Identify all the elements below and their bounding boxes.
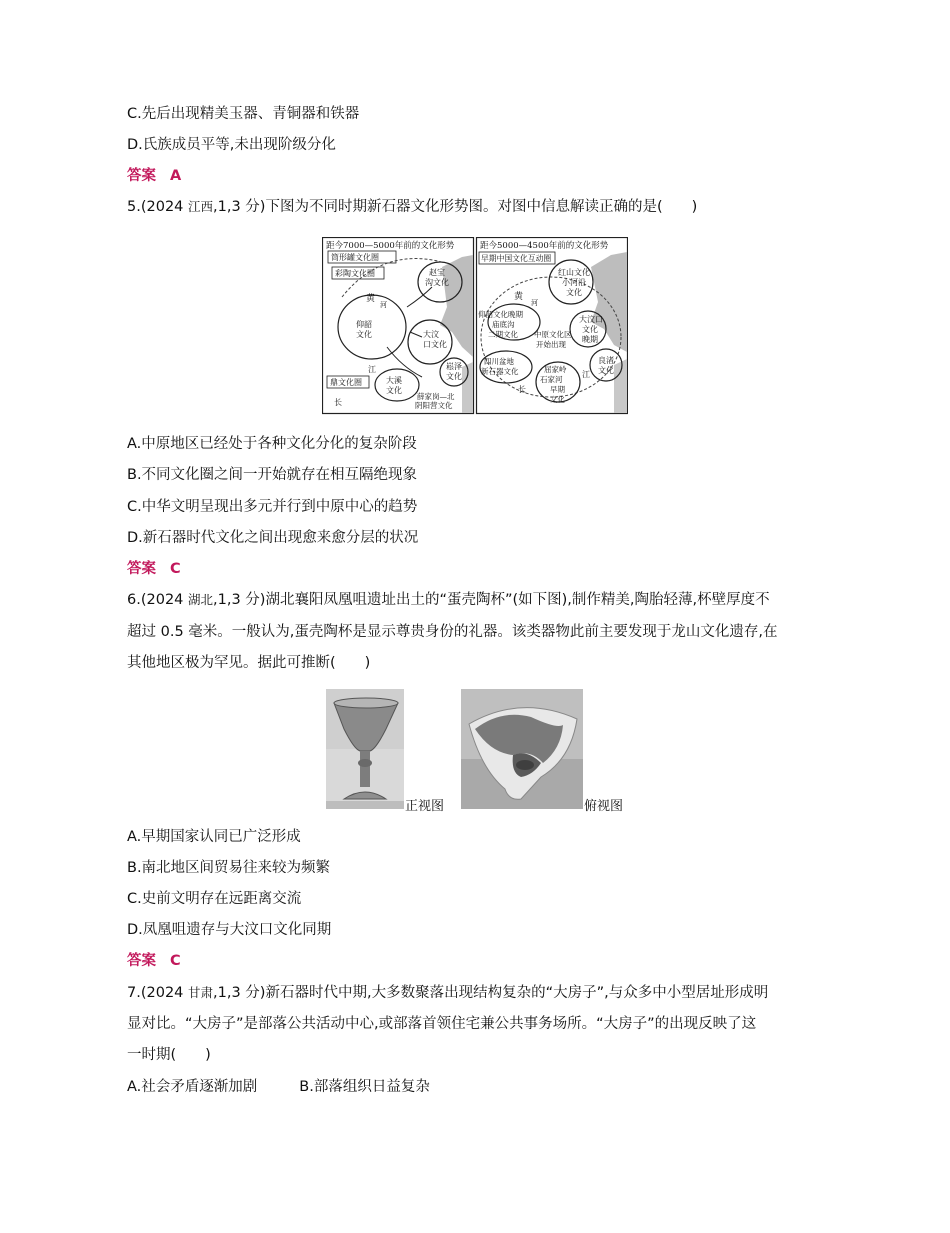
map-left-label: 薛家岗—北 xyxy=(417,392,455,401)
answer-label: 答案 xyxy=(127,561,156,577)
q7-stem-line2: 显对比。“大房子”是部落公共活动中心,或部落首领住宅兼公共事务场所。“大房子”的出现反映了这 xyxy=(127,1016,757,1032)
eggshell-cup-top-photo xyxy=(461,689,583,809)
map-left-label: 仰韶 xyxy=(356,320,372,329)
map-right-label: 文化 xyxy=(582,325,598,334)
q4-option-d: D.氏族成员平等,未出现阶级分化 xyxy=(127,137,336,153)
map-left-label: 河 xyxy=(380,301,387,309)
map-right-label: 小河沿 xyxy=(562,278,586,287)
map-right-label: 早期 xyxy=(550,385,565,394)
answer-value: C xyxy=(170,561,181,577)
q5-number: 5.(2024 xyxy=(127,199,189,215)
map-right-label: 长 xyxy=(518,385,526,394)
map-left-box1: 筒形罐文化圈 xyxy=(331,253,379,262)
map-right-label: 文化 xyxy=(550,395,565,404)
q7-source: 甘肃 xyxy=(188,985,214,1000)
map-left-label: 阴阳营文化 xyxy=(415,401,453,410)
q4-answer xyxy=(127,166,181,186)
map-left-box3: 鼎文化圈 xyxy=(330,378,362,387)
map-left-label: 大汶 xyxy=(423,330,439,339)
answer-label: 答案 xyxy=(127,953,156,969)
q6-option-c: C.史前文明存在远距离交流 xyxy=(127,891,302,907)
map-right-label: 红山文化 xyxy=(558,268,590,277)
q7-option-b: B.部落组织日益复杂 xyxy=(299,1079,430,1095)
answer-label: 答案 xyxy=(127,168,156,184)
q6-stem-text: 湖北襄阳凤凰咀遗址出土的“蛋壳陶杯”(如下图),制作精美,陶胎轻薄,杯壁厚度不 xyxy=(265,592,770,608)
map-right-label: 石家河 xyxy=(540,375,563,384)
q7-stem-text: 新石器时代中期,大多数聚落出现结构复杂的“大房子”,与众多中小型居址形成明 xyxy=(265,985,769,1001)
q7-options-row xyxy=(127,1077,430,1097)
q5-meta: ,1,3 分) xyxy=(213,199,266,215)
map-right-title: 距今5000—4500年前的文化形势 xyxy=(480,241,609,251)
map-right-label: 四川盆地 xyxy=(484,357,514,366)
map-left-label: 赵宝 xyxy=(429,268,445,277)
q5-option-c: C.中华文明呈现出多元并行到中原中心的趋势 xyxy=(127,499,418,515)
q5-stem-text: 下图为不同时期新石器文化形势图。对图中信息解读正确的是( ) xyxy=(265,199,698,215)
q5-option-a: A.中原地区已经处于各种文化分化的复杂阶段 xyxy=(127,436,417,452)
map-right-label: 仰韶文化晚期 xyxy=(478,310,523,319)
map-left-label: 长 xyxy=(334,398,342,407)
q7-option-a: A.社会矛盾逐渐加剧 xyxy=(127,1079,258,1095)
map-right-label: 河 xyxy=(531,299,538,307)
q6-number: 6.(2024 xyxy=(127,592,189,608)
map-right-label: 黄 xyxy=(514,292,524,302)
map-right-label: 二期文化 xyxy=(488,330,518,339)
q6-stem-line1 xyxy=(127,590,770,610)
map-right-label: 江 xyxy=(582,370,590,379)
cup-top-image xyxy=(461,689,583,809)
answer-value: C xyxy=(170,953,181,969)
q6-option-a: A.早期国家认同已广泛形成 xyxy=(127,829,301,845)
map-left-label: 崧泽 xyxy=(446,362,462,371)
q5-source: 江西 xyxy=(188,199,214,214)
map-right-label: 晚期 xyxy=(582,335,598,344)
map-left-title: 距今7000—5000年前的文化形势 xyxy=(326,241,455,251)
map-left-label: 口文化 xyxy=(423,340,447,349)
map-left-label: 文化 xyxy=(356,330,372,339)
map-left-panel xyxy=(323,238,474,414)
culture-map-svg xyxy=(322,237,628,415)
q5-culture-maps xyxy=(322,237,628,415)
q6-stem-line3: 其他地区极为罕见。据此可推断( ) xyxy=(127,655,371,671)
answer-value: A xyxy=(170,168,182,184)
map-right-panel xyxy=(477,238,628,414)
map-left-box2: 彩陶文化圈 xyxy=(335,269,375,278)
map-left-label: 文化 xyxy=(386,386,402,395)
q6-option-b: B.南北地区间贸易往来较为频繁 xyxy=(127,860,331,876)
map-right-label: 中原文化区 xyxy=(534,330,572,339)
map-left-label: 江 xyxy=(368,365,376,374)
caption-front-view: 正视图 xyxy=(405,799,445,814)
map-right-label: 大汶口 xyxy=(579,315,603,324)
map-left-label: 大溪 xyxy=(386,376,402,385)
eggshell-cup-front-photo xyxy=(326,689,404,809)
q6-answer xyxy=(127,951,181,971)
q4-option-c: C.先后出现精美玉器、青铜器和铁器 xyxy=(127,106,360,122)
q7-stem-line1 xyxy=(127,983,768,1003)
map-right-label: 开始出现 xyxy=(536,340,566,349)
q5-option-b: B.不同文化圈之间一开始就存在相互隔绝现象 xyxy=(127,467,418,483)
map-right-label: 庙底沟 xyxy=(492,320,515,329)
map-right-label: 屈家岭 xyxy=(544,365,567,374)
map-right-label: 良渚 xyxy=(598,356,614,365)
caption-top-view: 俯视图 xyxy=(584,799,624,814)
q6-meta: ,1,3 分) xyxy=(213,592,266,608)
q7-stem-line3: 一时期( ) xyxy=(127,1047,211,1063)
map-left-label: 黄 xyxy=(366,294,376,304)
q6-option-d: D.凤凰咀遗存与大汶口文化同期 xyxy=(127,922,332,938)
map-left-label: 文化 xyxy=(446,372,462,381)
q5-option-d: D.新石器时代文化之间出现愈来愈分层的状况 xyxy=(127,530,419,546)
q7-number: 7.(2024 xyxy=(127,985,189,1001)
q7-meta: ,1,3 分) xyxy=(213,985,266,1001)
map-right-label: 文化 xyxy=(598,366,614,375)
map-right-label: 文化 xyxy=(566,288,582,297)
q5-stem xyxy=(127,197,697,217)
q5-answer xyxy=(127,559,181,579)
map-right-box1: 早期中国文化互动圈 xyxy=(481,254,552,263)
cup-front-image xyxy=(326,689,404,809)
map-left-label: 沟文化 xyxy=(425,278,449,287)
q6-stem-line2: 超过 0.5 毫米。一般认为,蛋壳陶杯是显示尊贵身份的礼器。该类器物此前主要发现于龙山文化遗存,在 xyxy=(127,624,778,640)
q6-source: 湖北 xyxy=(188,592,214,607)
map-right-label: 新石器文化 xyxy=(481,367,519,376)
